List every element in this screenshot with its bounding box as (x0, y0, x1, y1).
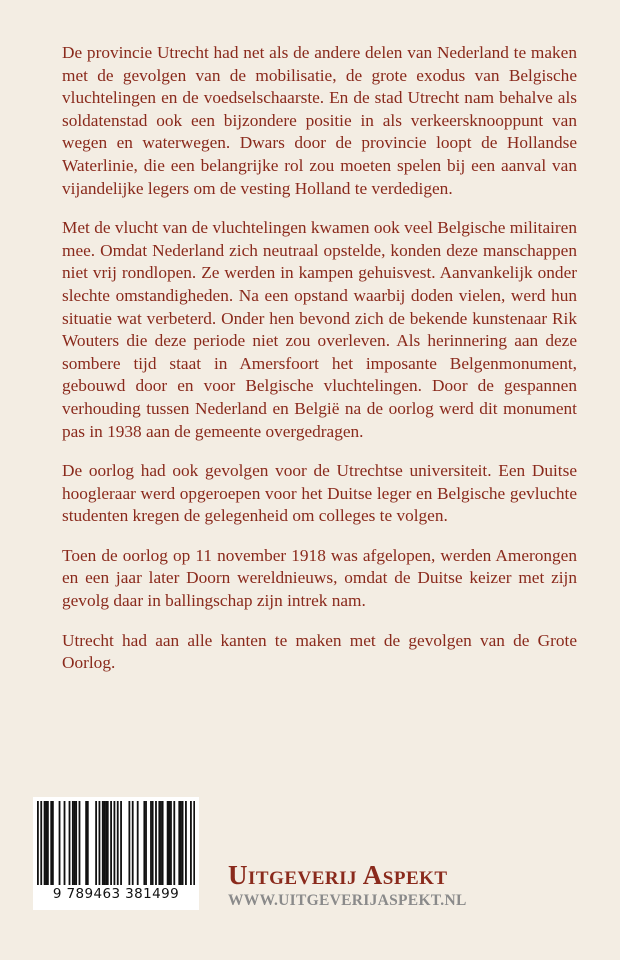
barcode-bar (143, 801, 145, 885)
barcode-bar (45, 801, 47, 885)
barcode-bar (117, 801, 119, 885)
barcode-bar (120, 801, 122, 885)
barcode-bar (107, 801, 109, 885)
barcode-bar (59, 801, 61, 885)
barcode-bar (162, 801, 164, 885)
barcode-bar (132, 801, 134, 885)
blurb-paragraph-5: Utrecht had aan alle kanten te maken met de gevolgen van de Grote Oorlog. (62, 630, 577, 673)
barcode-bar (114, 801, 116, 885)
blurb-paragraph-1: De provincie Utrecht had net als de andere delen van Nederland te maken met de gevolgen van de mobilisatie, de grote exodus van Belgische vluchtelingen en de voedselschaarste. En de stad Utrecht nam behalve als soldatenstad ook een bijzondere positie in als verkeersknooppunt van wegen en waterwegen. Dwars door de provincie loopt de Hollandse Waterlinie, die een belangrijke rol zou moeten spelen bij een aanval van vijandelijke legers om de vesting Holland te verdedigen. (62, 43, 577, 198)
blurb-paragraph-2: Met de vlucht van de vluchtelingen kwamen ook veel Belgische militairen mee. Omdat Nederland zich neutraal opstelde, konden deze manschappen niet vrij rondlopen. Ze werden in kampen gehuisvest. Aanvankelijk onder slechte omstandigheden. Na een opstand waarbij doden vielen, werd hun situatie wat verbeterd. Onder hen bevond zich de bekende kunstenaar Rik Wouters die deze periode niet zou overleven. Als herinnering aan deze sombere tijd staat in Amersfoort het imposante Belgenmonument, gebouwd door en voor Belgische vluchtelingen. Door de gespannen verhouding tussen Nederland en België na de oorlog werd dit monument pas in 1938 aan de gemeente overgedragen. (62, 218, 577, 441)
blurb-paragraph-3: De oorlog had ook gevolgen voor de Utrechtse universiteit. Een Duitse hoogleraar werd opgeroepen voor het Duitse leger en Belgische gevluchte studenten kregen de gelegenheid om colleges te volgen. (62, 461, 577, 526)
barcode-bar (64, 801, 66, 885)
barcode-bar (85, 801, 87, 885)
barcode-bar (168, 801, 170, 885)
barcode-bar (193, 801, 195, 885)
barcode-bar (182, 801, 184, 885)
barcode-bar (104, 801, 106, 885)
barcode-bar (40, 801, 42, 885)
barcode-bar (79, 801, 81, 885)
barcode-bar (50, 801, 52, 885)
barcode-bar (137, 801, 139, 885)
barcode-bar (167, 801, 169, 885)
barcode-bar (152, 801, 154, 885)
barcode-bar (69, 801, 71, 885)
barcode-bar (44, 801, 46, 885)
publisher-name: Uitgeverij Aspekt (228, 860, 448, 890)
barcode-bar (173, 801, 175, 885)
barcode-bars (37, 801, 195, 885)
barcode-bar (102, 801, 104, 885)
barcode-bar (128, 801, 130, 885)
isbn-barcode (33, 797, 199, 910)
barcode-bar (150, 801, 152, 885)
isbn-digits: 9 789463 381499 (52, 886, 180, 902)
barcode-bar (47, 801, 49, 885)
barcode-bar (95, 801, 97, 885)
barcode-bar (75, 801, 77, 885)
barcode-bar (72, 801, 74, 885)
publisher-website: WWW.UITGEVERIJASPEKT.NL (228, 892, 467, 909)
barcode-bar (158, 801, 160, 885)
barcode-bar (110, 801, 112, 885)
barcode-bar (185, 801, 187, 885)
barcode-bar (52, 801, 54, 885)
barcode-bar (87, 801, 89, 885)
barcode-bar (160, 801, 162, 885)
barcode-bar (74, 801, 76, 885)
blurb-paragraph-4: Toen de oorlog op 11 november 1918 was afgelopen, werden Amerongen en een jaar later Doorn wereldnieuws, omdat de Duitse keizer met zijn gevolg daar in ballingschap zijn intrek nam. (62, 545, 577, 611)
blurb-text (62, 42, 577, 692)
barcode-bar (37, 801, 39, 885)
barcode-bar (99, 801, 101, 885)
barcode-bar (155, 801, 157, 885)
barcode-bar (170, 801, 172, 885)
barcode-bar (190, 801, 192, 885)
barcode-bar (180, 801, 182, 885)
barcode-bar (178, 801, 180, 885)
barcode-bar (105, 801, 107, 885)
barcode-bar (145, 801, 147, 885)
